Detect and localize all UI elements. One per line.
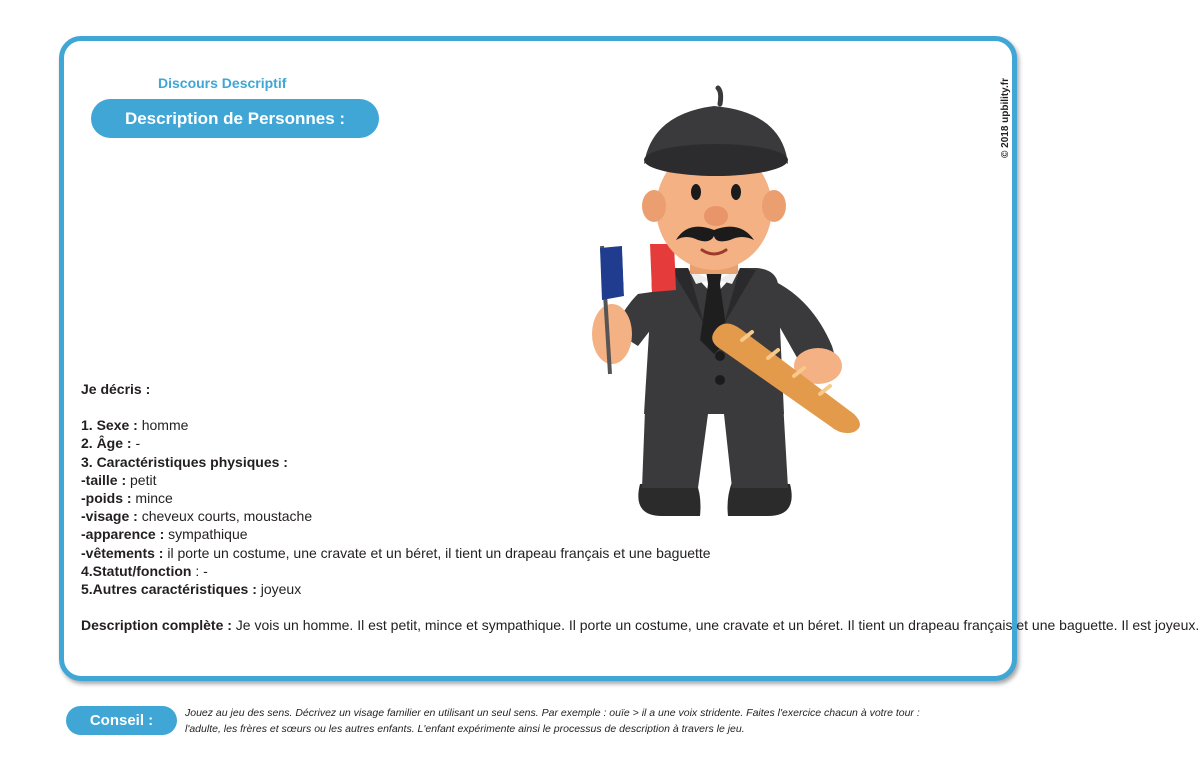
list-item: -taille : petit	[81, 471, 157, 488]
left-hand	[592, 304, 632, 364]
intro-label: Je décris :	[81, 381, 151, 397]
list-item: 1. Sexe : homme	[81, 417, 189, 434]
list-item: -vêtements : il porte un costume, une cravate et un béret, il tient un drapeau français et une baguette	[81, 544, 711, 561]
complete-description: Description complète : Je vois un homme. Il est petit, mince et sympathique. Il porte un costume, une cravate et un béret. Il tient un drapeau français et une baguette. Il est joyeux.	[81, 617, 1199, 634]
list-item: -apparence : sympathique	[81, 526, 248, 543]
conseil-tip-text: Jouez au jeu des sens. Décrivez un visage familier en utilisant un seul sens. Par exemple : ouïe > il a une voix stridente. Faites l'exercice chacun à votre tour : l'adulte, les frères et sœurs ou les autres enfants. L'enfant expérimente ainsi le processus de description à travers le jeu.	[185, 707, 920, 735]
list-item: -visage : cheveux courts, moustache	[81, 508, 313, 525]
copyright-notice: © 2018 upbility.fr	[1000, 78, 1011, 158]
worksheet-subtitle: Discours Descriptif	[158, 75, 287, 91]
list-item: 4.Statut/fonction : -	[81, 562, 208, 579]
conseil-label: Conseil :	[66, 706, 177, 735]
list-item: 3. Caractéristiques physiques :	[81, 453, 288, 470]
list-item: 5.Autres caractéristiques : joyeux	[81, 581, 302, 598]
list-item: 2. Âge : -	[81, 435, 141, 452]
description-content	[81, 380, 1199, 634]
list-item: -poids : mince	[81, 490, 173, 507]
worksheet-title: Description de Personnes :	[91, 99, 379, 138]
